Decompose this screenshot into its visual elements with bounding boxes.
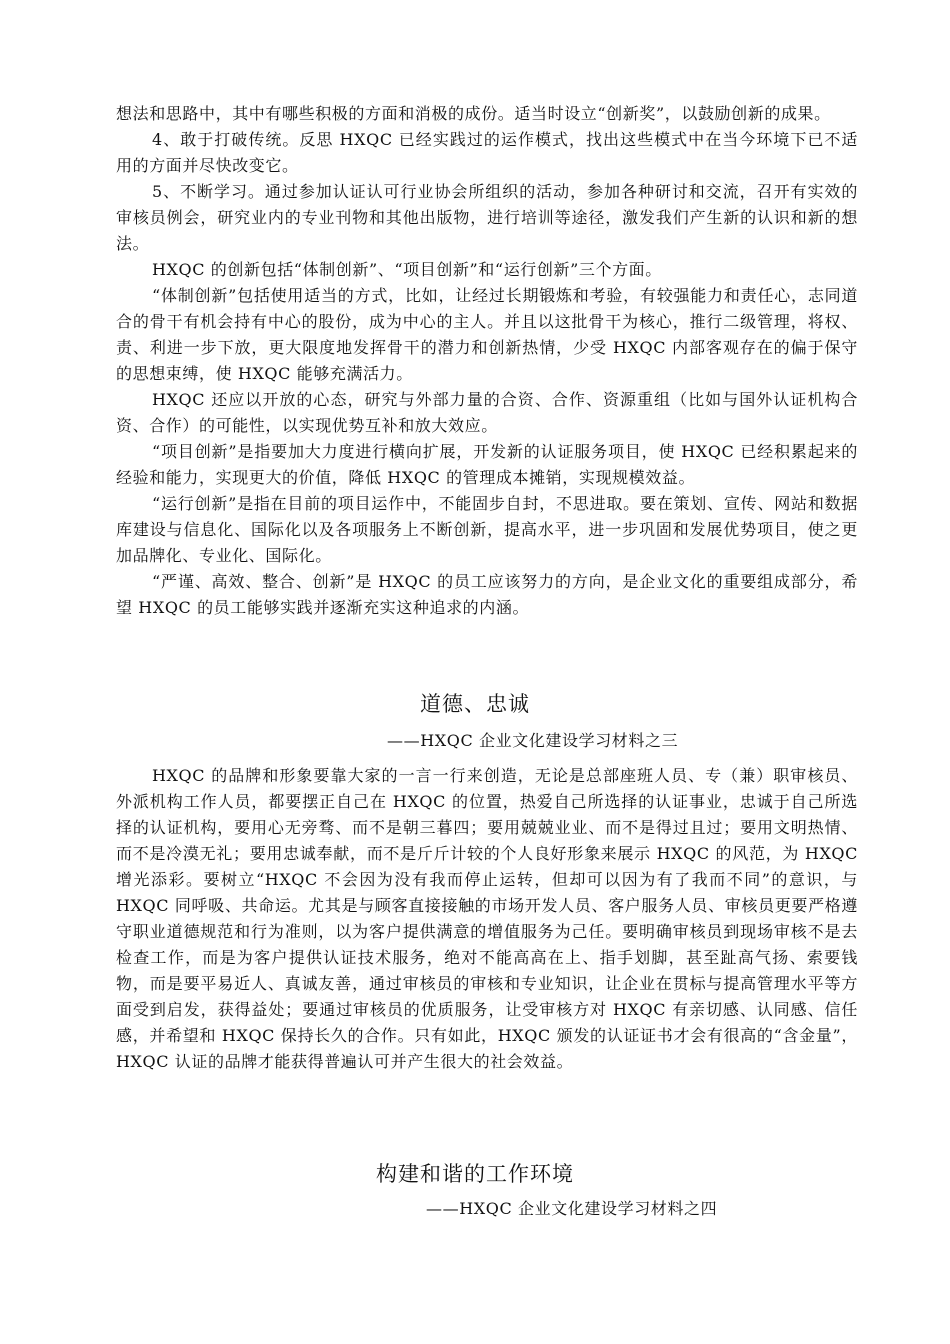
paragraph-keep-learning: 5、不断学习。通过参加认证认可行业协会所组织的活动，参加各种研讨和交流，召开有实效的审核员例会，研究业内的专业刊物和其他出版物，进行培训等途径，激发我们产生新的认识和新的想法。 [116, 182, 858, 253]
section-subtitle-harmony: ——HXQC 企业文化建设学习材料之四 [426, 1199, 718, 1218]
paragraph-break-tradition: 4、敢于打破传统。反思 HXQC 已经实践过的运作模式，找出这些模式中在当今环境下已不适用的方面并尽快改变它。 [116, 130, 858, 175]
paragraph-operation-innovation: “运行创新”是指在目前的项目运作中，不能固步自封，不思进取。要在策划、宣传、网站和数据库建设与信息化、国际化以及各项服务上不断创新，提高水平，进一步巩固和发展优势项目，使之更加品牌化、专业化、国际化。 [116, 494, 858, 565]
paragraph-ethics-loyalty: HXQC 的品牌和形象要靠大家的一言一行来创造，无论是总部座班人员、专（兼）职审核员、外派机构工作人员，都要摆正自己在 HXQC 的位置，热爱自己所选择的认证事业，忠诚于自己所选择的认证机构，要用心无旁骛、而不是朝三暮四；要用兢兢业业、而不是得过且过；要用文明热情、而不是冷漠无礼；要用忠诚奉献，而不是斤斤计较的个人良好形象来展示 HXQC 的风范，为 HXQC 增光添彩。要树立“HXQC 不会因为没有我而停止运转，但却可以因为有了我而不同”的意识，与 HXQC 同呼吸、共命运。尤其是与顾客直接接触的市场开发人员、客户服务人员、审核员更要严格遵守职业道德规范和行为准则，以为客户提供满意的增值服务为己任。要明确审核员到现场审核不是去检查工作，而是为客户提供认证技术服务，绝对不能高高在上、指手划脚，甚至趾高气扬、索要钱物，而是要平易近人、真诚友善，通过审核员的审核和专业知识，让企业在贯标与提高管理水平等方面受到启发，获得益处；要通过审核员的优质服务，让受审核方对 HXQC 有亲切感、认同感、信任感，并希望和 HXQC 保持长久的合作。只有如此，HXQC 颁发的认证证书才会有很高的“含金量”，HXQC 认证的品牌才能获得普遍认可并产生很大的社会效益。 [116, 766, 858, 1071]
section-title-ethics: 道德、忠诚 [420, 692, 530, 716]
paragraph-innovation-scope: HXQC 的创新包括“体制创新”、“项目创新”和“运行创新”三个方面。 [152, 260, 662, 279]
section-subtitle-ethics: ——HXQC 企业文化建设学习材料之三 [387, 731, 679, 750]
section-ethics-body [116, 763, 858, 1075]
paragraph-system-innovation: “体制创新”包括使用适当的方式，比如，让经过长期锻炼和考验，有较强能力和责任心，志同道合的骨干有机会持有中心的股份，成为中心的主人。并且以这批骨干为核心，推行二级管理，将权、责、利进一步下放，更大限度地发挥骨干的潜力和创新热情，少受 HXQC 内部客观存在的偏于保守的思想束缚，使 HXQC 能够充满活力。 [116, 286, 858, 383]
paragraph-staff-direction: “严谨、高效、整合、创新”是 HXQC 的员工应该努力的方向，是企业文化的重要组成部分，希望 HXQC 的员工能够实践并逐渐充实这种追求的内涵。 [116, 572, 858, 617]
paragraph-open-mindset: HXQC 还应以开放的心态，研究与外部力量的合资、合作、资源重组（比如与国外认证机构合资、合作）的可能性，以实现优势互补和放大效应。 [116, 390, 858, 435]
paragraph-project-innovation: “项目创新”是指要加大力度进行横向扩展，开发新的认证服务项目，使 HXQC 已经积累起来的经验和能力，实现更大的价值，降低 HXQC 的管理成本摊销，实现规模效益。 [116, 442, 858, 487]
section-title-harmony: 构建和谐的工作环境 [376, 1162, 574, 1186]
section-innovation-body [116, 101, 858, 621]
paragraph-continuation: 想法和思路中，其中有哪些积极的方面和消极的成份。适当时设立“创新奖”，以鼓励创新的成果。 [116, 104, 831, 123]
